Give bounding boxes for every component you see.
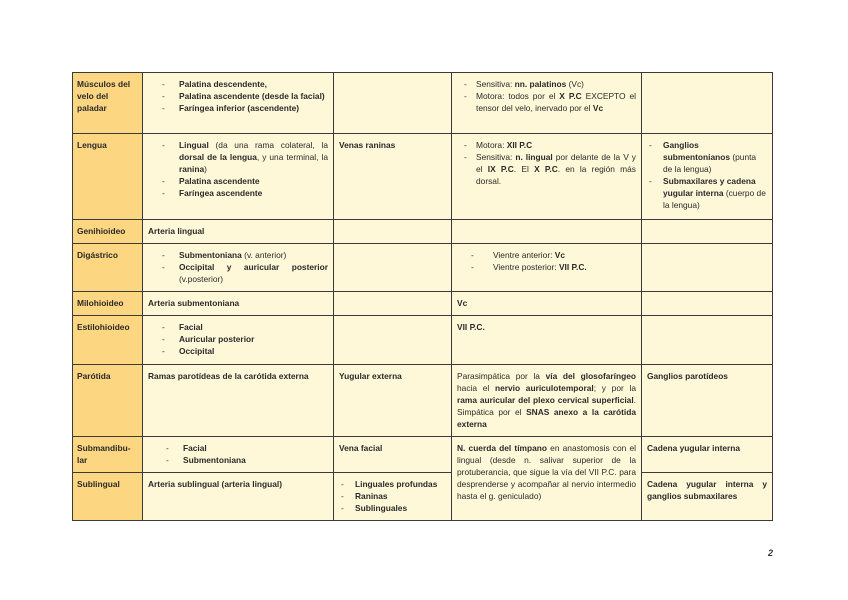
list-item: - Linguales profundas bbox=[339, 478, 446, 490]
list-item: - Motora: todos por el X P.C EXCEPTO el tensor del velo, inervado por el Vc bbox=[457, 90, 636, 114]
list-item: - Lingual (da una rama colateral, la dorsal de la lengua, y una terminal, la ranina) bbox=[148, 139, 328, 175]
arteries-cell: Arteria sublingual (arteria lingual) bbox=[143, 473, 334, 521]
list-item: - Vientre posterior: VII P.C. bbox=[465, 261, 636, 273]
lymph-cell bbox=[642, 73, 773, 134]
table-row bbox=[73, 73, 773, 134]
arteries-cell bbox=[143, 316, 334, 365]
list-item: - Palatina ascendente bbox=[148, 175, 328, 187]
arteries-cell: Arteria submentoniana bbox=[143, 292, 334, 316]
veins-cell bbox=[334, 316, 452, 365]
lymph-cell: Cadena yugular interna bbox=[642, 437, 773, 473]
list-item: - Raninas bbox=[339, 490, 446, 502]
list-item: - Sensitiva: nn. palatinos (Vc) bbox=[457, 78, 636, 90]
list-item: - Facial bbox=[152, 442, 328, 454]
veins-cell bbox=[334, 473, 452, 521]
row-label: Músculos del velo del paladar bbox=[73, 73, 143, 134]
nerves-cell bbox=[452, 220, 642, 244]
list-item: - Submentoniana (v. anterior) bbox=[148, 249, 328, 261]
row-label: Genihioideo bbox=[73, 220, 143, 244]
list-item: - Faríngea inferior (ascendente) bbox=[148, 102, 328, 114]
list-item: - Ganglios submentonianos (punta de la lengua) bbox=[647, 139, 767, 175]
table-row bbox=[73, 316, 773, 365]
table-row bbox=[73, 365, 773, 437]
table-row bbox=[73, 473, 773, 521]
list-item: - Sublinguales bbox=[339, 502, 446, 514]
row-label: Estilohioideo bbox=[73, 316, 143, 365]
arteries-cell bbox=[143, 244, 334, 292]
row-label: Milohioideo bbox=[73, 292, 143, 316]
nerves-cell bbox=[452, 73, 642, 134]
nerves-cell: Vc bbox=[452, 292, 642, 316]
table-row bbox=[73, 437, 773, 473]
list-item: - Palatina descendente, bbox=[148, 78, 328, 90]
list-item: - Faríngea ascendente bbox=[148, 187, 328, 199]
lymph-cell bbox=[642, 316, 773, 365]
veins-cell bbox=[334, 220, 452, 244]
table-row bbox=[73, 244, 773, 292]
list-item: - Vientre anterior: Vc bbox=[465, 249, 636, 261]
list-item: - Motora: XII P.C bbox=[457, 139, 636, 151]
arteries-cell bbox=[143, 134, 334, 220]
list-item: - Occipital bbox=[148, 345, 328, 357]
nerves-cell: N. cuerda del tímpano en anastomosis con el lingual (desde n. salivar superior de la protuberancia, que sigue la vía del VII P.C. para desprenderse y acompañar al nervio intermedio hasta el g. geniculado) bbox=[452, 437, 642, 521]
row-label: Lengua bbox=[73, 134, 143, 220]
list-item: - Auricular posterior bbox=[148, 333, 328, 345]
arteries-cell bbox=[143, 437, 334, 473]
table-row bbox=[73, 220, 773, 244]
nerves-cell: Parasimpática por la vía del glosofaríngeo hacia el nervio auriculotemporal; y por la rama auricular del plexo cervical superficial. Simpática por el SNAS anexo a la carótida externa bbox=[452, 365, 642, 437]
row-label: Digástrico bbox=[73, 244, 143, 292]
arteries-cell bbox=[143, 73, 334, 134]
list-item: - Submaxilares y cadena yugular interna (cuerpo de la lengua) bbox=[647, 175, 767, 211]
row-label: Submandibu-lar bbox=[73, 437, 143, 473]
nerves-cell: VII P.C. bbox=[452, 316, 642, 365]
page-number: 2 bbox=[768, 548, 774, 558]
row-label: Parótida bbox=[73, 365, 143, 437]
veins-cell: Vena facial bbox=[334, 437, 452, 473]
table-row bbox=[73, 292, 773, 316]
lymph-cell bbox=[642, 292, 773, 316]
arteries-cell: Arteria lingual bbox=[143, 220, 334, 244]
lymph-cell: Cadena yugular interna y ganglios submaxilares bbox=[642, 473, 773, 521]
veins-cell bbox=[334, 292, 452, 316]
list-item: - Facial bbox=[148, 321, 328, 333]
list-item: - Palatina ascendente (desde la facial) bbox=[148, 90, 328, 102]
veins-cell bbox=[334, 244, 452, 292]
list-item: - Sensitiva: n. lingual por delante de la V y el IX P.C. El X P.C. en la región más dorsal. bbox=[457, 151, 636, 187]
lymph-cell bbox=[642, 244, 773, 292]
row-label: Sublingual bbox=[73, 473, 143, 521]
list-item: - Submentoniana bbox=[152, 454, 328, 466]
lymph-cell bbox=[642, 134, 773, 220]
nerves-cell bbox=[452, 244, 642, 292]
list-item: - Occipital y auricular posterior (v.posterior) bbox=[148, 261, 328, 285]
anatomy-table bbox=[72, 72, 773, 521]
arteries-cell: Ramas parotídeas de la carótida externa bbox=[143, 365, 334, 437]
veins-cell: Yugular externa bbox=[334, 365, 452, 437]
nerves-cell bbox=[452, 134, 642, 220]
veins-cell bbox=[334, 73, 452, 134]
lymph-cell bbox=[642, 220, 773, 244]
lymph-cell: Ganglios parotídeos bbox=[642, 365, 773, 437]
table-row bbox=[73, 134, 773, 220]
veins-cell: Venas raninas bbox=[334, 134, 452, 220]
